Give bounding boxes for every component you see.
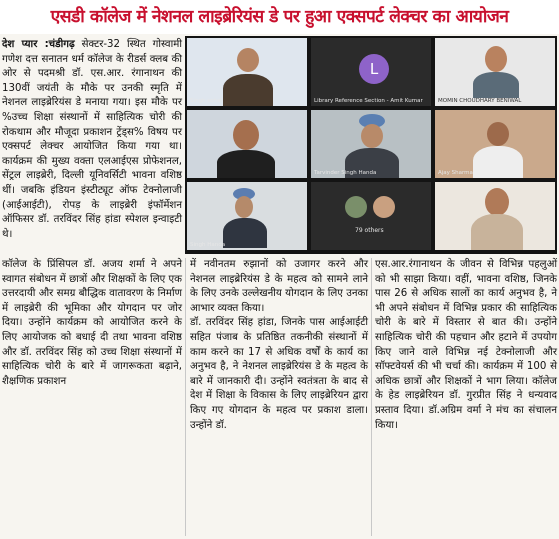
headline: एसडी कॉलेज में नेशनल लाइब्रेरियंस डे पर हुआ एक्सपर्ट लेक्चर का आयोजन xyxy=(0,0,559,34)
participant-photo xyxy=(361,124,383,148)
participant-name: Tarvinder Singh Handa xyxy=(314,170,377,176)
participant-photo xyxy=(233,120,259,150)
participant-photo xyxy=(487,122,509,146)
closing-paragraph: एस.आर.रंगानाथन के जीवन से विभिन्न पहलुओं को भी साझा किया। वहीं, भावना वशिष्ठ, जिनके पास 26 से अधिक सालों का कार्य अनुभव है, ने भी अपने संबोधन में विभिन्न प्रकार की साहित्यिक चोरी के बारे में विस्तार से बात की। उन्होंने साहित्यिक चोरी की पहचान और हटाने में उपयोग किए जाने वाले विभिन्न नई टेक्नोलाजी और सॉफ्टवेयर्स की भी चर्चा की। कार्यक्रम में 100 से अधिक छात्रों और शिक्षकों ने भाग लिया। कॉलेज के हेड लाइब्रेरियन डॉ. गुरप्रीत सिंह ने धन्यवाद प्रस्ताव दिया। डॉ.अग्रिम वर्मा ने मंच का संचालन किया। xyxy=(375,259,557,431)
participant-name: MOMIN CHOUDHARY BENIWAL xyxy=(438,98,522,104)
participant-body xyxy=(473,72,519,98)
participant-photo xyxy=(235,196,253,218)
participant-body xyxy=(471,214,523,250)
participant-photo xyxy=(237,48,259,72)
participant-tile xyxy=(311,110,431,178)
participant-body xyxy=(223,74,273,106)
participant-photo xyxy=(485,46,507,72)
thanks-paragraph: में नवीनतम रुझानों को उजागर करने और नेशनल लाइब्रेरियंस डे के महत्व को सामने लाने के लिए उनके उल्लेखनीय योगदान के लिए उनका आभार व्यक्त किया। xyxy=(190,259,368,314)
participant-tile xyxy=(435,182,555,250)
column-divider xyxy=(371,258,372,536)
participant-tile xyxy=(187,182,307,250)
participant-body xyxy=(473,146,523,178)
participant-tile xyxy=(311,182,431,250)
article-column-1-top xyxy=(2,38,182,242)
participant-avatar: L xyxy=(359,54,389,84)
participant-body xyxy=(223,218,267,248)
participant-photo xyxy=(485,188,509,216)
participant-name: Singh sohal xyxy=(190,98,222,104)
participant-body xyxy=(217,150,275,178)
participant-tile xyxy=(311,38,431,106)
participant-tile xyxy=(435,110,555,178)
participant-tile xyxy=(435,38,555,106)
participant-thumbnail xyxy=(345,196,367,218)
participant-tile xyxy=(187,110,307,178)
article-column-3 xyxy=(375,258,557,433)
handa-paragraph: डॉ. तरविंदर सिंह हांडा, जिनके पास आईआईटी सहित पंजाब के प्रतिष्ठित तकनीकी संस्थानों में काम करने का 17 से अधिक वर्षों के कार्य का अनुभव है, ने नेशनल लाइब्रेरियंस डे के महत्व के बारे में जानकारी दी। उन्होंने स्वतंत्रता के बाद से देश में शिक्षा के विकास के लिए लाइब्रेरियन द्वारा किए गए योगदान के महत्व पर प्रकाश डाला। उन्होंने डॉ. xyxy=(190,317,368,431)
participant-tile xyxy=(187,38,307,106)
participant-thumbnail xyxy=(373,196,395,218)
video-conference-screenshot xyxy=(185,36,557,254)
article-column-2 xyxy=(190,258,368,433)
column-divider xyxy=(185,258,186,536)
article-column-1-bottom xyxy=(2,258,182,389)
dateline: देश प्यार :चंडीगढ़ xyxy=(2,39,75,50)
others-count: 79 others xyxy=(355,227,384,234)
participant-name: Ajay Sharma xyxy=(438,170,473,176)
principal-paragraph: कॉलेज के प्रिंसिपल डॉ. अजय शर्मा ने अपने स्वागत संबोधन में छात्रों और शिक्षकों के लिए एक उत्तरदायी और समग्र बौद्धिक वातावरण के निर्माण में लाइब्रेरी की भूमिका और योगदान पर जोर दिया। उन्होंने कार्यक्रम को आयोजित करने के लिए आयोजक को बधाई दी तथा भावना वशिष्ठ और डॉ. तरविंदर सिंह को उच्च शिक्षा संस्थानों में साहित्यिक चोरी के बारे में जागरूकता बढ़ाने, शैक्षणिक प्रकाशन xyxy=(2,259,182,387)
participant-name: Library Reference Section - Amit Kumar xyxy=(314,98,423,104)
participant-name: Singh Handa xyxy=(190,242,226,248)
intro-paragraph: सेक्टर-32 स्थित गोस्वामी गणेश दत्त सनातन धर्म कॉलेज के रीडर्स क्लब की ओर से पदमश्री डॉ. एस.आर. रंगानाथन की 130वीं जयंती के मौके पर उनकी स्मृति में नेशनल लाइब्रेरियंस डे मनाया गया। इस मौके पर %उच्च शिक्षा संस्थानों में साहित्यिक चोरी की रोकथाम और मौजूदा प्रकाशन ट्रेंड्स% विषय पर एक्सपर्ट लेक्चर आयोजित किया गया था। कार्यक्रम की मुख्य वक्ता एलआईएस प्रोफेशनल, सेंट्रल लाइब्रेरी, दिल्ली यूनिवर्सिटी भावना वशिष्ठ थीं। जबकि इंडियन इंस्टीट्यूट ऑफ टेक्नोलाजी (आईआईटी), रोपड़ के लाइब्रेरी इंफॉर्मेशन ऑफिसर डॉ. तरविंदर सिंह हांडा स्पेशल इन्वाइटी थे। xyxy=(2,39,182,240)
